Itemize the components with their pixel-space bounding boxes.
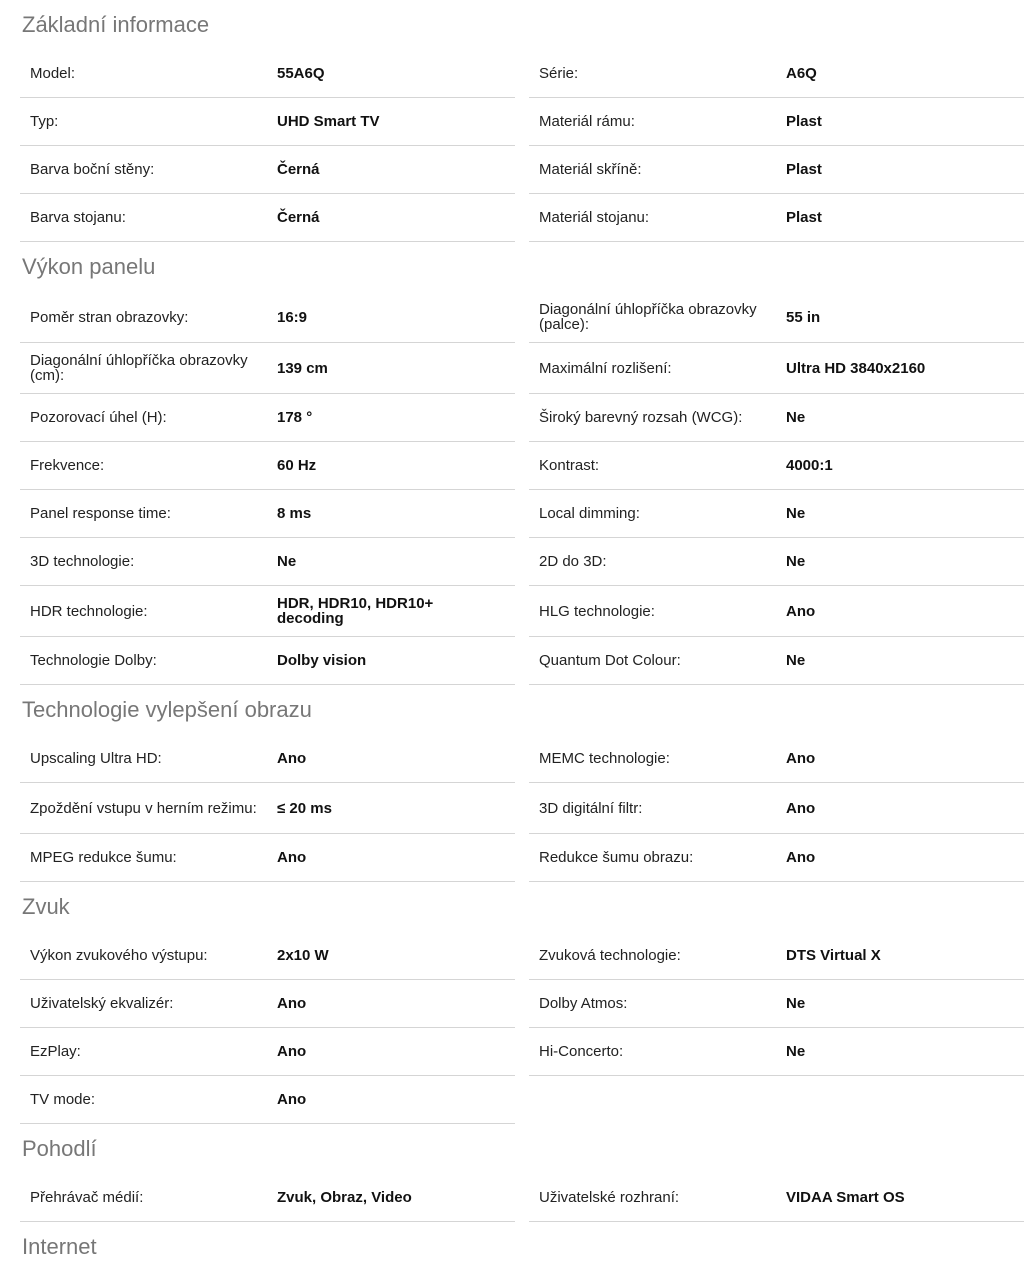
- spec-label: HDR technologie:: [30, 602, 148, 620]
- spec-label: Série:: [539, 65, 579, 82]
- spec-table: [0, 50, 1031, 242]
- spec-row: [529, 1076, 1024, 1123]
- spec-row: [20, 490, 515, 538]
- spec-value: Zvuk, Obraz, Video: [277, 1189, 412, 1206]
- spec-row: [529, 980, 1024, 1028]
- spec-row: [529, 735, 1024, 783]
- spec-value: 178 °: [277, 409, 313, 426]
- spec-row: [529, 586, 1024, 637]
- spec-label: Materiál skříně:: [539, 161, 642, 178]
- spec-row: [529, 1028, 1024, 1076]
- spec-label: 2D do 3D:: [539, 553, 607, 570]
- spec-row: [529, 343, 1024, 394]
- spec-value: Černá: [277, 161, 320, 178]
- spec-value: Ano: [277, 750, 307, 767]
- spec-value: Černá: [277, 209, 320, 226]
- spec-label: Model:: [30, 65, 76, 82]
- spec-label: Pozorovací úhel (H):: [30, 409, 167, 426]
- section-title: Technologie vylepšení obrazu: [22, 697, 312, 722]
- spec-value: Ne: [277, 553, 297, 570]
- spec-value: Ne: [786, 995, 806, 1012]
- spec-row: [20, 538, 515, 586]
- spec-table: [0, 292, 1031, 685]
- section-title: Základní informace: [22, 12, 210, 37]
- spec-row: [529, 538, 1024, 586]
- spec-label: Local dimming:: [539, 505, 640, 522]
- spec-label: Materiál stojanu:: [539, 209, 650, 226]
- spec-label: Maximální rozlišení:: [539, 359, 672, 377]
- spec-row: [529, 292, 1024, 343]
- spec-row: [20, 735, 515, 783]
- spec-row: [20, 292, 515, 343]
- spec-label: Přehrávač médií:: [30, 1189, 144, 1206]
- spec-row: [20, 783, 515, 834]
- spec-value: 55A6Q: [277, 65, 325, 82]
- spec-label: 3D technologie:: [30, 553, 135, 570]
- spec-row: [529, 783, 1024, 834]
- spec-value: ≤ 20 ms: [277, 799, 332, 817]
- spec-row: [529, 637, 1024, 685]
- spec-row: [20, 1028, 515, 1076]
- spec-label: Redukce šumu obrazu:: [539, 849, 694, 866]
- spec-label: Typ:: [30, 113, 59, 130]
- spec-label: TV mode:: [30, 1091, 96, 1108]
- spec-label: Upscaling Ultra HD:: [30, 750, 162, 767]
- spec-label: 3D digitální filtr:: [539, 799, 643, 817]
- spec-label: Výkon zvukového výstupu:: [30, 947, 208, 964]
- spec-value: Ano: [786, 602, 816, 620]
- spec-row: [20, 98, 515, 146]
- spec-row: [20, 343, 515, 394]
- spec-value: Plast: [786, 113, 822, 130]
- spec-table: [0, 1174, 1031, 1222]
- spec-row: [529, 194, 1024, 242]
- spec-value: 16:9: [277, 308, 308, 326]
- spec-value: Ne: [786, 553, 806, 570]
- spec-value: A6Q: [786, 65, 817, 82]
- spec-label: MPEG redukce šumu:: [30, 849, 177, 866]
- spec-row: [529, 442, 1024, 490]
- spec-row: [529, 834, 1024, 882]
- spec-value: 4000:1: [786, 457, 833, 474]
- spec-table: [0, 735, 1031, 882]
- spec-row: [20, 586, 515, 637]
- spec-value: VIDAA Smart OS: [786, 1189, 905, 1206]
- spec-label: EzPlay:: [30, 1043, 81, 1060]
- spec-value: Ano: [786, 750, 816, 767]
- spec-value: Ano: [786, 799, 816, 817]
- spec-label: Zvuková technologie:: [539, 947, 681, 964]
- spec-row: [529, 932, 1024, 980]
- spec-label: Zpoždění vstupu v herním režimu:: [30, 799, 257, 817]
- spec-value: Ne: [786, 1043, 806, 1060]
- spec-value: UHD Smart TV: [277, 113, 380, 130]
- spec-row: [20, 932, 515, 980]
- spec-row: [20, 980, 515, 1028]
- spec-label: Quantum Dot Colour:: [539, 652, 681, 669]
- section-title: Pohodlí: [22, 1136, 97, 1161]
- section-title: Internet: [22, 1234, 97, 1259]
- spec-row: [529, 394, 1024, 442]
- spec-value: DTS Virtual X: [786, 947, 881, 964]
- spec-label: Hi-Concerto:: [539, 1043, 624, 1060]
- spec-label: Barva stojanu:: [30, 209, 126, 226]
- spec-value: HDR, HDR10, HDR10+ decoding: [277, 595, 434, 627]
- spec-label: Poměr stran obrazovky:: [30, 308, 189, 326]
- spec-row: [20, 834, 515, 882]
- spec-value: 55 in: [786, 308, 821, 326]
- spec-value: Ano: [277, 1043, 307, 1060]
- spec-value: Ne: [786, 652, 806, 669]
- spec-label: Materiál rámu:: [539, 113, 635, 130]
- spec-value: Plast: [786, 209, 822, 226]
- spec-row: [529, 146, 1024, 194]
- spec-label: Dolby Atmos:: [539, 995, 628, 1012]
- spec-label: Panel response time:: [30, 505, 171, 522]
- spec-label: Uživatelské rozhraní:: [539, 1189, 680, 1206]
- spec-label: Frekvence:: [30, 457, 105, 474]
- spec-value: Ne: [786, 409, 806, 426]
- section-title: Výkon panelu: [22, 254, 156, 279]
- spec-row: [20, 442, 515, 490]
- spec-label: Diagonální úhlopříčka obrazovky (cm):: [30, 352, 248, 384]
- spec-row: [20, 194, 515, 242]
- spec-label: Technologie Dolby:: [30, 652, 157, 669]
- spec-value: Dolby vision: [277, 652, 367, 669]
- spec-value: Ano: [277, 995, 307, 1012]
- spec-value: 2x10 W: [277, 947, 329, 964]
- spec-value: Ne: [786, 505, 806, 522]
- spec-row: [529, 1174, 1024, 1222]
- spec-table: [0, 932, 1031, 1124]
- spec-label: HLG technologie:: [539, 602, 655, 620]
- spec-value: 60 Hz: [277, 457, 317, 474]
- spec-value: Ultra HD 3840x2160: [786, 359, 926, 377]
- spec-row: [20, 637, 515, 685]
- spec-row: [20, 1076, 515, 1124]
- spec-label: Kontrast:: [539, 457, 600, 474]
- spec-row: [529, 490, 1024, 538]
- spec-value: 139 cm: [277, 359, 328, 377]
- spec-row: [20, 1174, 515, 1222]
- spec-value: 8 ms: [277, 505, 312, 522]
- spec-row: [529, 50, 1024, 98]
- spec-value: Ano: [277, 1091, 307, 1108]
- spec-value: Plast: [786, 161, 822, 178]
- spec-value: Ano: [786, 849, 816, 866]
- section-title: Zvuk: [22, 894, 70, 919]
- spec-value: Ano: [277, 849, 307, 866]
- spec-label: Široký barevný rozsah (WCG):: [539, 409, 743, 426]
- spec-label: Diagonální úhlopříčka obrazovky (palce):: [539, 301, 757, 333]
- spec-row: [20, 394, 515, 442]
- spec-label: Barva boční stěny:: [30, 161, 155, 178]
- spec-row: [529, 98, 1024, 146]
- spec-label: Uživatelský ekvalizér:: [30, 995, 174, 1012]
- spec-row: [20, 146, 515, 194]
- spec-row: [20, 50, 515, 98]
- spec-label: MEMC technologie:: [539, 750, 670, 767]
